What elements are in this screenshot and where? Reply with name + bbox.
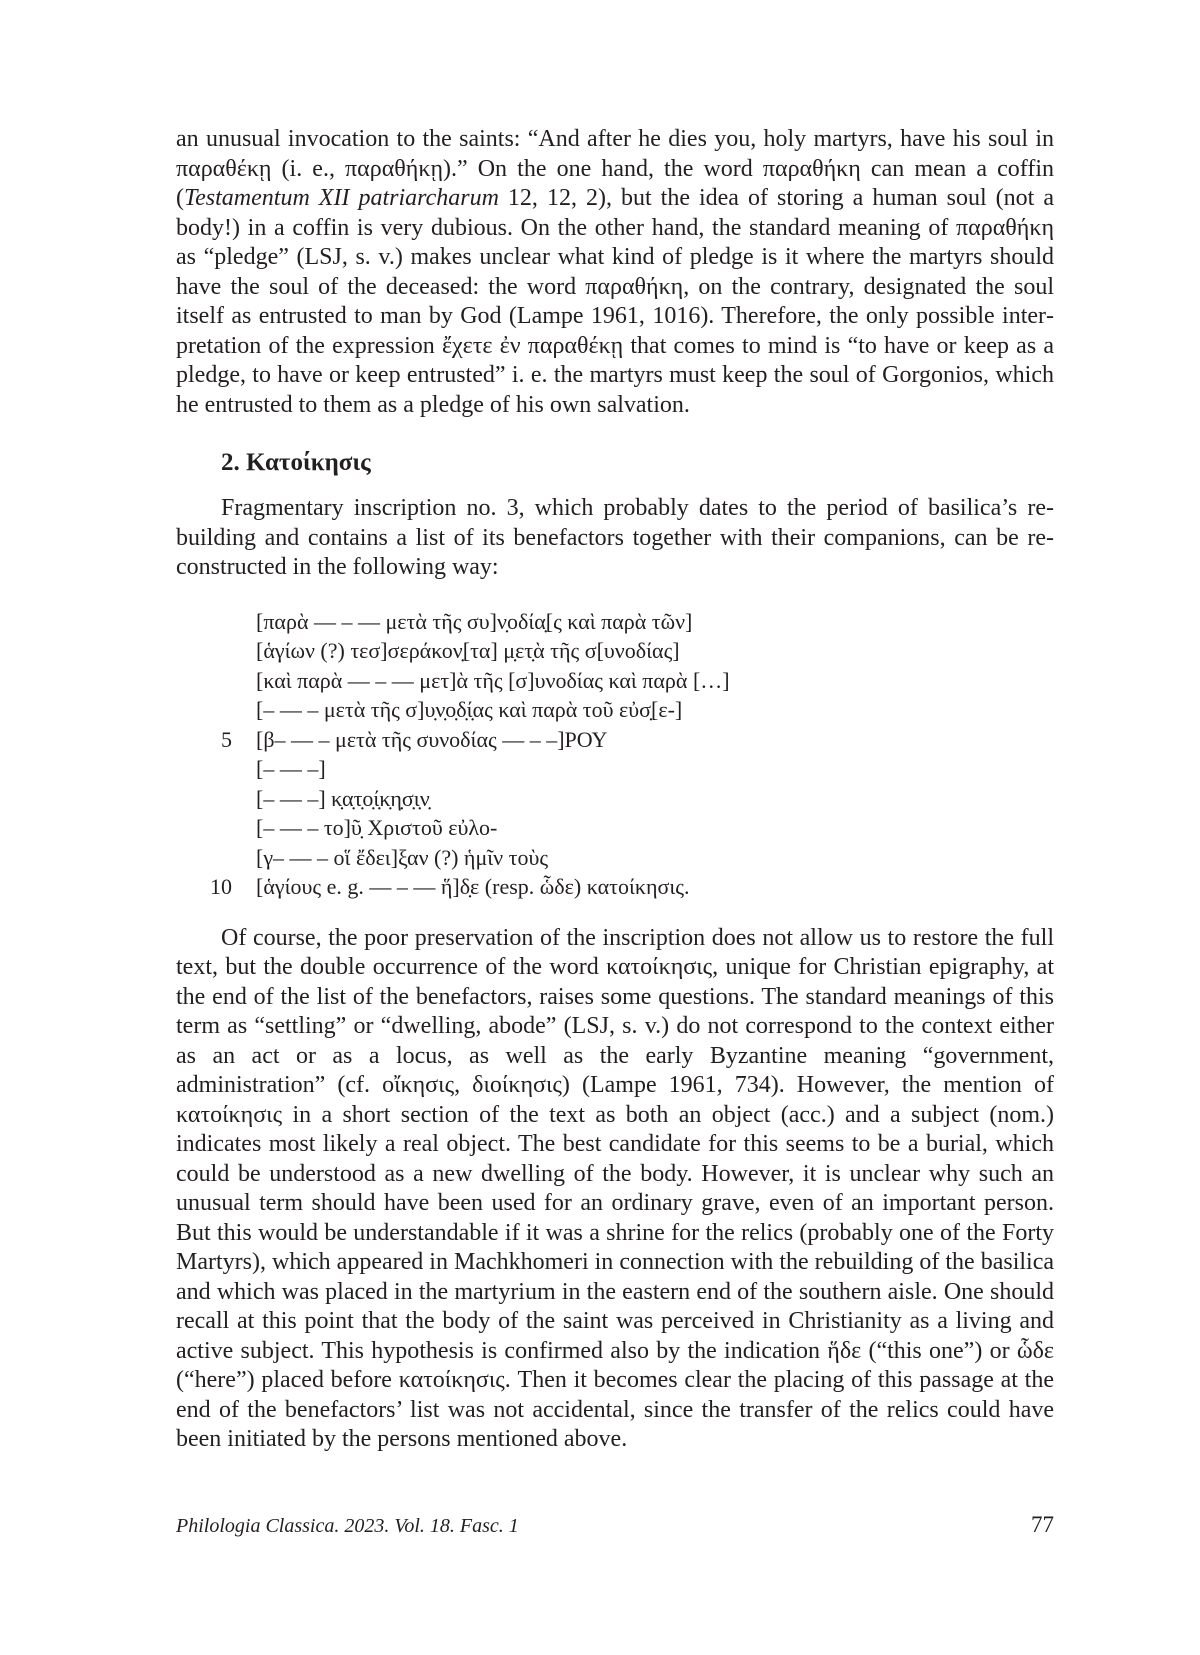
page-body — [176, 125, 1054, 1455]
inscription-line — [176, 813, 1054, 843]
line-number: 5 — [221, 726, 232, 752]
line-number: 10 — [210, 874, 232, 899]
paragraph-1-part-1: an unusual invocation to the saints: “And after he dies you, holy martyrs, have his soul in παραθέκῃ (i. e., παραθήκῃ).” On the one hand, the word παραθήκη can mean a coffin ( — [176, 126, 1054, 211]
paragraph-1 — [176, 125, 1054, 420]
line-number — [176, 813, 256, 843]
page-number: 77 — [1031, 1512, 1054, 1537]
line-text: [παρὰ — – — μετὰ τῆς συ]ν̣οδία̣[ς καὶ παρὰ τῶν] — [256, 608, 693, 634]
line-text: [– — –] κ̣α̣τ̣ο̣ί̣κ̣η̣σ̣ι̣ν̣ — [256, 785, 430, 811]
inscription-line — [176, 666, 1054, 696]
inscription-line — [176, 607, 1054, 637]
line-number — [176, 695, 256, 725]
paragraph-1-part-2: 12, 12, 2), but the idea of storing a human soul (not a body!) in a coffin is very dubious. On the other hand, the standard meaning of παραθήκη as “pledge” (LSJ, s. v.) makes unclear what kind of pledge is it where the martyrs should have the soul of the deceased: the word παραθήκη, on the contrary, designated the soul itself as entrusted to man by God (Lampe 1961, 1016). Therefore, the only possible interpretation of the expression ἔχετε ἐν παραθέκῃ that comes to mind is “to have or keep as a pledge, to have or keep entrusted” i. e. the martyrs must keep the soul of Gorgonios, which he entrusted to them as a pledge of his own salvation. — [176, 185, 1055, 418]
inscription-line — [176, 725, 1054, 755]
line-text: [καὶ παρὰ — – — μετ]ὰ τῆς [σ]υνοδίας καὶ παρὰ […] — [256, 667, 730, 693]
inscription-line — [176, 636, 1054, 666]
line-number — [176, 784, 256, 814]
line-number — [176, 666, 256, 696]
line-number — [176, 636, 256, 666]
line-text: [– — –] — [256, 756, 326, 781]
paragraph-2: Fragmentary inscription no. 3, which probably dates to the period of basilica’s rebuilding and contains a list of its benefactors together with their companions, can be reconstructed in the following way: — [176, 495, 1054, 580]
line-text: [– — – μετὰ τῆς σ]υ̣ν̣ο̣δ̣ί̣ας καὶ παρὰ τοῦ εὐσ̣[ε-] — [256, 697, 683, 722]
citation-title: Testamentum XII patriarcharum — [184, 185, 499, 211]
inscription-line — [176, 872, 1054, 902]
line-text: [β– — – μετὰ τῆς συνοδίας — – –]ΡΟΥ — [256, 726, 608, 752]
inscription-line — [176, 754, 1054, 784]
line-text: [– — – το]ῦ̣ Χριστοῦ εὐλο- — [256, 815, 498, 840]
inscription-line — [176, 843, 1054, 873]
line-text: [γ– — – οἵ ἔδει]ξαν (?) ἡμῖν τοὺς — [256, 844, 549, 870]
line-text: [ἁγίους e. g. — – — ἥ]δ̣ε (resp. ὧδε) κατοίκησις. — [256, 874, 690, 899]
line-number — [176, 754, 256, 784]
section-heading: 2. Κατοίκησις — [221, 449, 371, 476]
journal-title: Philologia Classica. 2023. Vol. 18. Fasc. 1 — [176, 1515, 519, 1537]
paragraph-3: Of course, the poor preservation of the inscription does not allow us to restore the full text, but the double occurrence of the word κατοίκησις, unique for Christian epigraphy, at the end of the list of the benefactors, raises some questions. The standard meanings of this term as “settling” or “dwelling, abode” (LSJ, s. v.) do not correspond to the context either as an act or as a locus, as well as the early Byzantine meaning “government, administration” (cf. οἴκησις, διοίκησις) (Lampe 1961, 734). However, the mention of κατοίκησις in a short section of the text as both an object (acc.) and a subject (nom.) indicates most likely a real object. The best candidate for this seems to be a burial, which could be understood as a new dwelling of the body. However, it is unclear why such an unusual term should have been used for an ordinary grave, even of an important person. But this would be understandable if it was a shrine for the relics (probably one of the Forty Martyrs), which appeared in Machkhomeri in connection with the rebuilding of the basilica and which was placed in the martyrium in the eastern end of the southern aisle. One should recall at this point that the body of the saint was perceived in Christianity as a living and active subject. This hypothesis is confirmed also by the indication ἥδε (“this one”) or ὧδε (“here”) placed before κατοίκησις. Then it becomes clear the placing of this passage at the end of the benefactors’ list was not accidental, since the transfer of the relics could have been initiated by the persons mentioned above. — [176, 924, 1054, 1452]
line-number — [176, 843, 256, 873]
inscription-block — [176, 607, 1054, 902]
line-text: [ἁγίων (?) τεσ]σεράκον̣[τα] μ̣ετ̣ὰ τῆς σ[υνοδίας] — [256, 638, 680, 663]
inscription-line — [176, 695, 1054, 725]
line-number — [176, 607, 256, 637]
inscription-line — [176, 784, 1054, 814]
page-footer — [176, 1512, 1054, 1538]
